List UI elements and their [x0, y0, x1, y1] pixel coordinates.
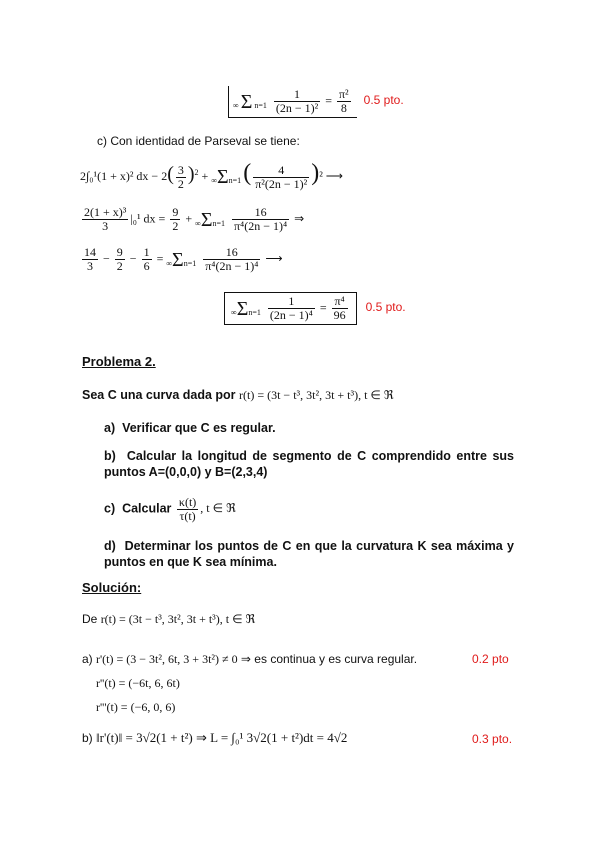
part-c-label: c) Con identidad de Parseval se tiene:	[97, 134, 300, 148]
fraction: $\frac{\text{π²}}{8}$	[339, 87, 349, 115]
item-c: c) Calcular $\frac{\kappa(t)}{\tau(t)}$ , t ∈ ℜ	[104, 495, 236, 523]
parseval-c-result: ∞Σn=1 $\frac{1}{\text{(2n − 1)⁴}}$ = $\frac{\text{π⁴}}{96}$ 0.5 pto.	[224, 292, 406, 325]
solution-b: b) ‖r'(t)‖ = 3√2(1 + t²) ⇒ L = ∫₀¹ 3√2(1 + t²)dt = 4√2 0.3 pto.	[82, 730, 513, 746]
item-d: d) Determinar los puntos de C en que la curvatura K sea máxima y puntos en que K sea mínima.	[104, 539, 514, 569]
item-b: b) Calcular la longitud de segmento de C comprendido entre sus puntos A=(0,0,0) y B=(2,3,4)	[104, 449, 514, 479]
solution-de-line: De r(t) = (3t − t³, 3t², 3t + t³), t ∈ ℜ	[82, 612, 256, 626]
item-a: a) Verificar que C es regular.	[104, 421, 276, 435]
problem-statement: Sea C una curva dada por r(t) = (3t − t³, 3t², 3t + t³), t ∈ ℜ	[82, 388, 394, 402]
solution-a: a) r'(t) = (3 − 3t², 6t, 3 + 3t²) ≠ 0 ⇒ es continua y es curva regular. 0.2 pto	[82, 652, 509, 666]
parseval-a-result: ∞ Σ n=1 $\frac{1}{\text{(2n − 1)²}}$ = $\frac{\text{π²}}{8}$ 0.5 pto.	[228, 86, 404, 118]
problem-2-title: Problema 2.	[82, 354, 156, 369]
points-badge: 0.3 pto.	[472, 732, 513, 746]
sum-symbol: ∞ Σ n=1	[233, 90, 267, 113]
parseval-line-1: 2∫₀¹(1 + x)² dx − 2( $\frac{3}{2}$ )$^2$ + ∞Σn=1( $\frac{4}{\text{π²(2n − 1)²}}$ )² ⟶	[80, 160, 344, 191]
points-badge: 0.5 pto.	[365, 300, 406, 315]
second-derivative: r''(t) = (−6t, 6, 6t)	[96, 676, 180, 690]
fraction: $\frac{1}{\text{(2n − 1)²}}$	[275, 87, 319, 115]
points-badge: 0.5 pto.	[363, 93, 404, 108]
points-badge: 0.2 pto	[472, 652, 509, 666]
solution-title: Solución:	[82, 580, 142, 595]
parseval-line-3: $\frac{14}{3}$ − $\frac{9}{2}$ − $\frac{1}{6}$ = ∞Σn=1 $\frac{16}{\text{π⁴(2n − 1)⁴}}$ ⟶	[84, 245, 283, 273]
parseval-line-2: $\frac{\text{2(1 + x)³}}{3}$ |₀¹ dx = $\frac{9}{2}$ + ∞Σn=1 $\frac{16}{\text{π⁴(2n − 1)⁴}}$ ⇒	[84, 205, 305, 233]
third-derivative: r'''(t) = (−6, 0, 6)	[96, 700, 176, 714]
